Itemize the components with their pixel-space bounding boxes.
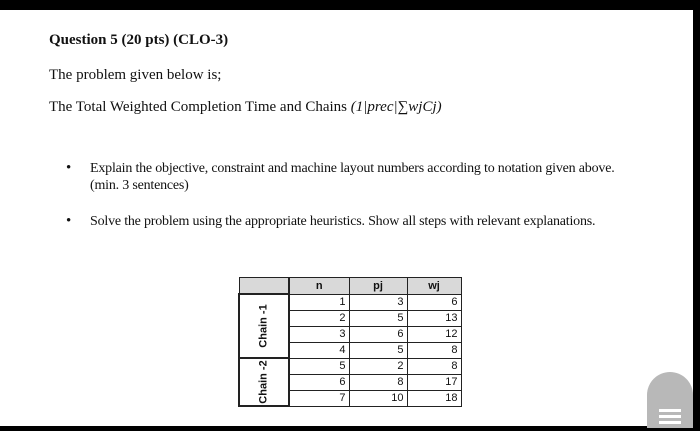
problem-notation: (1|prec|∑wjCj) [350, 99, 442, 115]
header-n: n [289, 278, 349, 295]
table-row [239, 294, 461, 310]
cell-n: 1 [289, 294, 349, 310]
cell-n: 4 [289, 342, 349, 358]
cell-n: 2 [289, 310, 349, 326]
cell-pj: 8 [349, 374, 407, 390]
cell-pj: 2 [349, 358, 407, 374]
cell-pj: 10 [349, 390, 407, 406]
header-blank [239, 278, 289, 295]
cell-pj: 3 [349, 294, 407, 310]
cell-wj: 8 [407, 342, 461, 358]
problem-statement [49, 99, 442, 116]
cell-wj: 13 [407, 310, 461, 326]
cell-wj: 6 [407, 294, 461, 310]
chain-1-label: Chain -1 [258, 304, 270, 348]
task-item: • Solve the problem using the appropriate heuristics. Show all steps with relevant explanations. [64, 213, 644, 230]
cell-n: 5 [289, 358, 349, 374]
cell-wj: 17 [407, 374, 461, 390]
cell-n: 3 [289, 326, 349, 342]
problem-text: The Total Weighted Completion Time and Chains [49, 99, 351, 115]
table-row [239, 358, 461, 374]
question-title: Question 5 (20 pts) (CLO-3) [49, 32, 229, 48]
bottom-border [0, 426, 700, 431]
jobs-table [238, 277, 462, 407]
cell-n: 7 [289, 390, 349, 406]
problem-intro: The problem given below is; [49, 67, 222, 83]
cell-pj: 5 [349, 310, 407, 326]
cell-pj: 6 [349, 326, 407, 342]
top-border [0, 0, 700, 10]
scroll-menu-button[interactable] [647, 372, 693, 428]
table-header-row [239, 278, 461, 295]
cell-n: 6 [289, 374, 349, 390]
cell-wj: 8 [407, 358, 461, 374]
task-list [64, 160, 644, 249]
cell-wj: 12 [407, 326, 461, 342]
header-wj: wj [407, 278, 461, 295]
header-pj: pj [349, 278, 407, 295]
task-item: • Explain the objective, constraint and machine layout numbers according to notation given above. (min. 3 sentences) [64, 160, 644, 194]
chain-2-cell [239, 358, 289, 406]
chain-1-cell [239, 294, 289, 358]
right-border [693, 0, 700, 431]
chain-2-label: Chain -2 [258, 360, 270, 404]
cell-pj: 5 [349, 342, 407, 358]
cell-wj: 18 [407, 390, 461, 406]
